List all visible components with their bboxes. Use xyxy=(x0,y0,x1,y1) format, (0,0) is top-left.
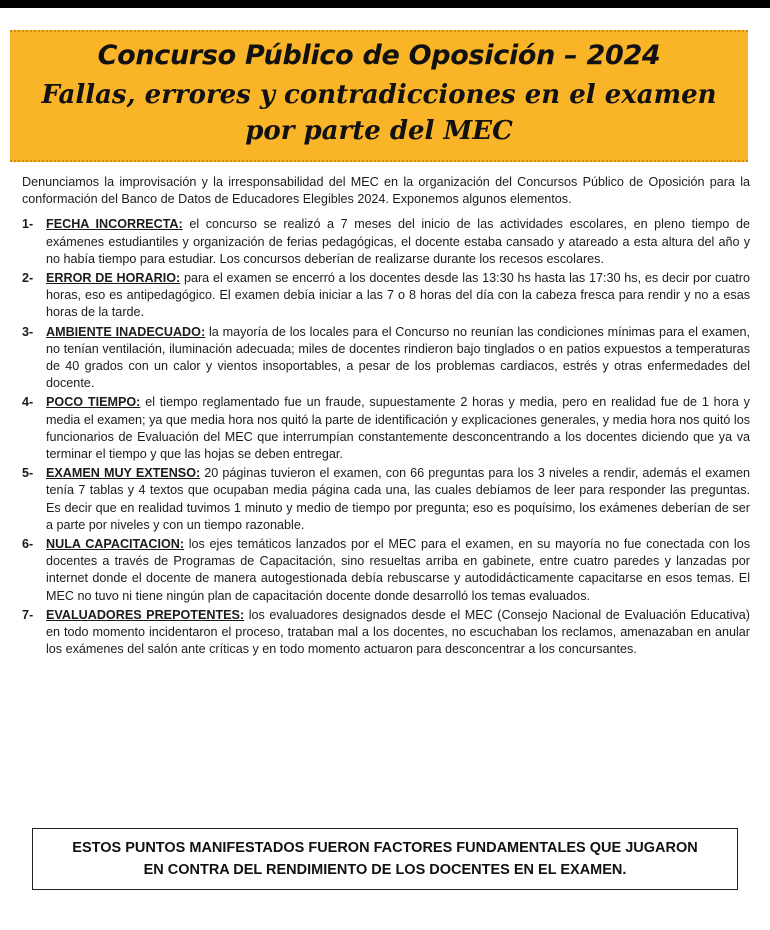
item-body xyxy=(46,607,750,659)
list-item xyxy=(22,536,750,605)
item-text: los ejes temáticos lanzados por el MEC para el examen, en su mayoría no fue conectada con los docentes a través de Programas de Capacitación, sino resueltas arriba en gabinete, entre cuatro paredes y lanzadas por internet donde el docente de manera autogestionada debía rebuscarse y autodidácticamente capacitarse en esos temas. El MEC no tuvo ni tiene ningún plan de capacitación docente donde desarrolló los temas evaluados. xyxy=(46,537,751,603)
item-number: 7- xyxy=(22,607,34,622)
item-text: los evaluadores designados desde el MEC (Consejo Nacional de Evaluación Educativa) en todo momento incidentaron el proceso, trataban mal a los docentes, no escuchaban los reclamos, amenazaban en anular los exámenes del salón ante críticas y en todo momento actuaron para desconcentrar a los concursantes. xyxy=(46,607,751,657)
item-title: EVALUADORES PREPOTENTES: xyxy=(46,607,245,622)
item-body xyxy=(46,536,750,605)
list-item xyxy=(22,607,750,659)
page-subtitle xyxy=(10,77,748,149)
document-body xyxy=(22,174,750,660)
item-body xyxy=(46,465,750,534)
item-number: 3- xyxy=(22,324,34,339)
item-number: 1- xyxy=(22,217,34,232)
item-number: 2- xyxy=(22,271,34,286)
list-item xyxy=(22,394,750,463)
item-body xyxy=(46,394,750,463)
list-item xyxy=(22,465,750,534)
conclusion-line-2: EN CONTRA DEL RENDIMIENTO DE LOS DOCENTES EN EL EXAMEN. xyxy=(143,862,627,878)
item-title: NULA CAPACITACION: xyxy=(46,537,185,552)
item-text: el concurso se realizó a 7 meses del inicio de las actividades escolares, en pleno tiempo de exámenes estudiantiles y organización de ferias pedagógicas, el docente estaba cansado y atareado a esta altura del año y no había tiempo para estudiar. Los concursos deberían de realizarse durante los recesos escolares. xyxy=(46,217,751,266)
list-item xyxy=(22,324,750,393)
page-title: Concurso Público de Oposición – 2024 xyxy=(97,40,661,71)
item-title: POCO TIEMPO: xyxy=(46,395,141,410)
item-number: 5- xyxy=(22,466,34,481)
top-border xyxy=(0,0,770,8)
subtitle-line-2: por parte del MEC xyxy=(245,116,513,146)
item-body xyxy=(46,324,750,393)
list-item xyxy=(22,216,750,268)
item-body xyxy=(46,270,750,322)
item-title: FECHA INCORRECTA: xyxy=(46,217,183,232)
subtitle-line-1: Fallas, errores y contradicciones en el examen xyxy=(41,80,717,110)
item-text: la mayoría de los locales para el Concurso no reunían las condiciones mínimas para el examen, no tenían ventilación, iluminación adecuada; miles de docentes rindieron bajo tinglados o en patios expuestos a temperaturas de 40 grados con un calor y vientos insoportables, a pesar de los problemas cardiacos, estrés y otras enfermedades del docente. xyxy=(46,324,750,391)
item-text: 20 páginas tuvieron el examen, con 66 preguntas para los 3 niveles a rendir, además el examen tenía 7 tablas y 4 textos que ocupaban media página cada una, las cuales debíamos de leer para responder las preguntas. Es decir que en realidad tuvimos 1 minuto y medio de tiempo por pregunta; eso es poquísimo, los exámenes deberían de ser a parte por niveles y con un tiempo razonable. xyxy=(46,466,750,532)
list-item xyxy=(22,270,750,322)
item-text: el tiempo reglamentado fue un fraude, supuestamente 2 horas y media, pero en realidad fue de 1 hora y media el examen; ya que media hora nos quitó la parte de identificación y explicaciones generales, y media hora nos quitó los funcionarios de Evaluación del MEC que interrumpían constantemente desconcentrando a los docentes diciendo que ya va terminar el tiempo y que las hojas se deben entregar. xyxy=(46,395,750,462)
item-title: EXAMEN MUY EXTENSO: xyxy=(46,466,201,481)
conclusion-line-1: ESTOS PUNTOS MANIFESTADOS FUERON FACTORES FUNDAMENTALES QUE JUGARON xyxy=(72,840,698,856)
item-body xyxy=(46,216,750,268)
intro-paragraph: Denunciamos la improvisación y la irresponsabilidad del MEC en la organización del Concursos Público de Oposición para la conformación del Banco de Datos de Educadores Elegibles 2024. Exponemos algunos elementos. xyxy=(22,175,750,207)
item-title: AMBIENTE INADECUADO: xyxy=(46,324,206,339)
conclusion-box xyxy=(32,828,738,890)
item-number: 6- xyxy=(22,537,34,552)
item-text: para el examen se encerró a los docentes desde las 13:30 hs hasta las 17:30 hs, es decir por cuatro horas, eso es antipedagógico. El examen debía iniciar a las 7 o 8 horas del día con la cabeza fresca para rendir y no a esas horas de la tarde. xyxy=(46,271,751,320)
item-number: 4- xyxy=(22,395,34,410)
item-title: ERROR DE HORARIO: xyxy=(46,271,181,286)
header-banner xyxy=(10,30,748,162)
